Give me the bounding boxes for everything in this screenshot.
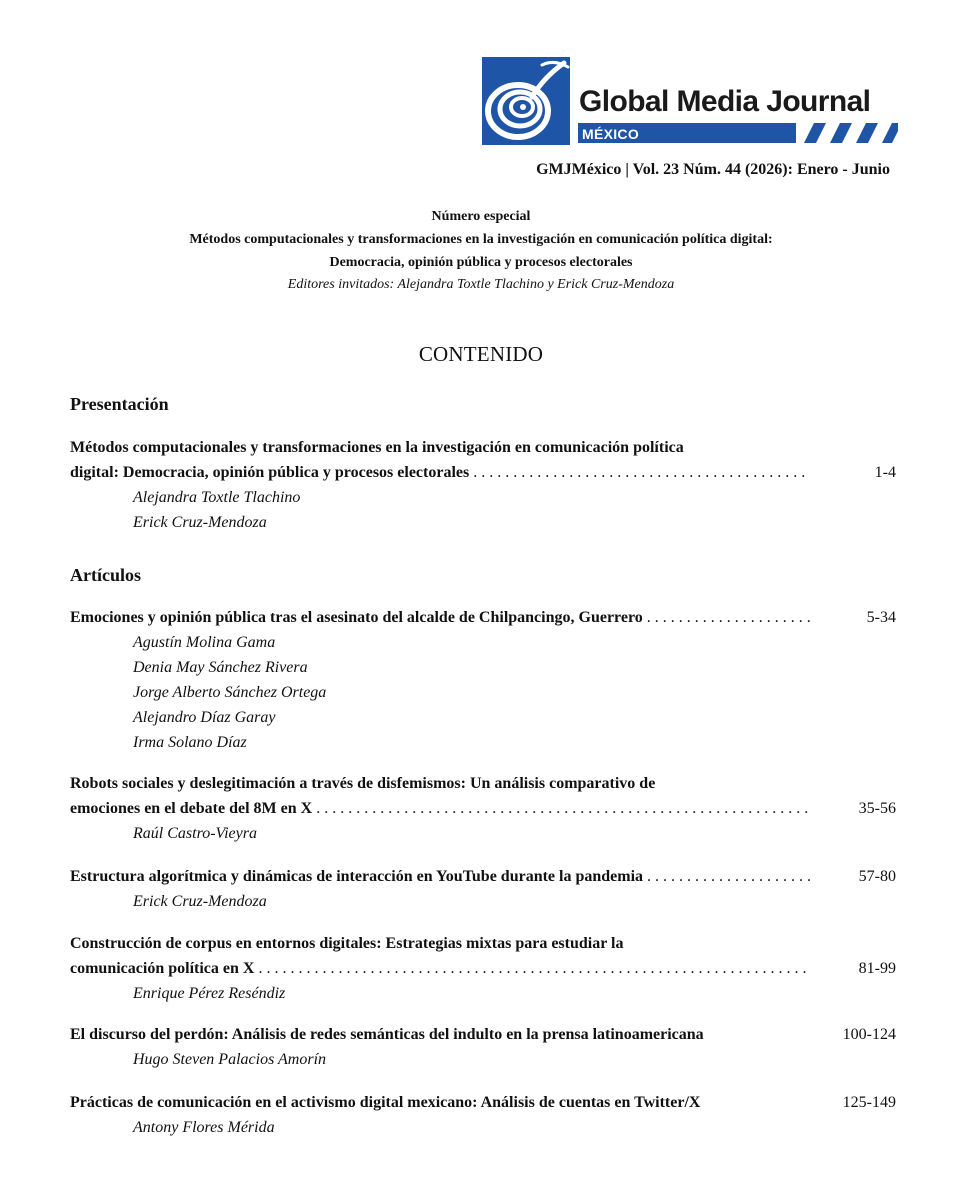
entry-pages: 57-80: [858, 868, 896, 885]
entry-author: Alejandra Toxtle Tlachino: [133, 489, 301, 506]
entry-pages: 5-34: [866, 609, 896, 626]
guest-editors: Editores invitados: Alejandra Toxtle Tlachino y Erick Cruz-Mendoza: [287, 277, 675, 292]
special-issue-title-line-1: Métodos computacionales y transformaciones en la investigación en comunicación política digital:: [189, 232, 773, 247]
entry-title-line: Prácticas de comunicación en el activismo digital mexicano: Análisis de cuentas en Twitter/X: [70, 1094, 701, 1111]
special-issue-title-line-2: Democracia, opinión pública y procesos electorales: [329, 255, 633, 270]
entry-author: Enrique Pérez Reséndiz: [133, 985, 286, 1002]
entry-pages: 81-99: [858, 960, 896, 977]
entry-author: Erick Cruz-Mendoza: [133, 514, 267, 531]
entry-author: Agustín Molina Gama: [133, 634, 276, 651]
spiral-logo-icon: [482, 57, 570, 145]
entry-title-line: Estructura algorítmica y dinámicas de interacción en YouTube durante la pandemia . . .: [70, 866, 810, 888]
section-heading-presentation: Presentación: [70, 394, 169, 414]
entry-author: Hugo Steven Palacios Amorín: [133, 1051, 327, 1068]
entry-pages: 100-124: [842, 1026, 896, 1043]
logo-country: MÉXICO: [582, 126, 640, 142]
entry-author: Jorge Alberto Sánchez Ortega: [133, 684, 327, 701]
section-heading-articles: Artículos: [70, 565, 141, 585]
entry-title-line: comunicación política en X . . .: [70, 958, 810, 980]
entry-author: Irma Solano Díaz: [133, 734, 247, 751]
entry-pages: 125-149: [842, 1094, 896, 1111]
entry-author: Raúl Castro-Vieyra: [133, 825, 257, 842]
entry-pages: 35-56: [858, 800, 896, 817]
entry-title-line: Métodos computacionales y transformaciones en la investigación en comunicación política: [70, 439, 684, 456]
entry-title-line: El discurso del perdón: Análisis de redes semánticas del indulto en la prensa latinoamericana: [70, 1026, 704, 1043]
entry-title-line: Robots sociales y deslegitimación a través de disfemismos: Un análisis comparativo de: [70, 775, 656, 792]
entry-author: Antony Flores Mérida: [133, 1119, 275, 1136]
contents-heading: CONTENIDO: [418, 342, 544, 366]
entry-title-line: emociones en el debate del 8M en X . . .: [70, 798, 810, 820]
special-issue-label: Número especial: [431, 209, 531, 224]
entry-author: Denia May Sánchez Rivera: [133, 659, 308, 676]
logo-title: Global Media Journal: [579, 85, 871, 118]
entry-title-line: Construcción de corpus en entornos digitales: Estrategias mixtas para estudiar la: [70, 935, 624, 952]
entry-author: Alejandro Díaz Garay: [133, 709, 276, 726]
journal-logo: [482, 57, 902, 147]
issue-line: GMJMéxico | Vol. 23 Núm. 44 (2026): Enero - Junio: [536, 161, 890, 178]
entry-pages: 1-4: [874, 464, 896, 481]
entry-title-line: Emociones y opinión pública tras el asesinato del alcalde de Chilpancingo, Guerrero . . .: [70, 607, 810, 629]
entry-author: Erick Cruz-Mendoza: [133, 893, 267, 910]
entry-title-line: digital: Democracia, opinión pública y procesos electorales . . .: [70, 462, 810, 484]
